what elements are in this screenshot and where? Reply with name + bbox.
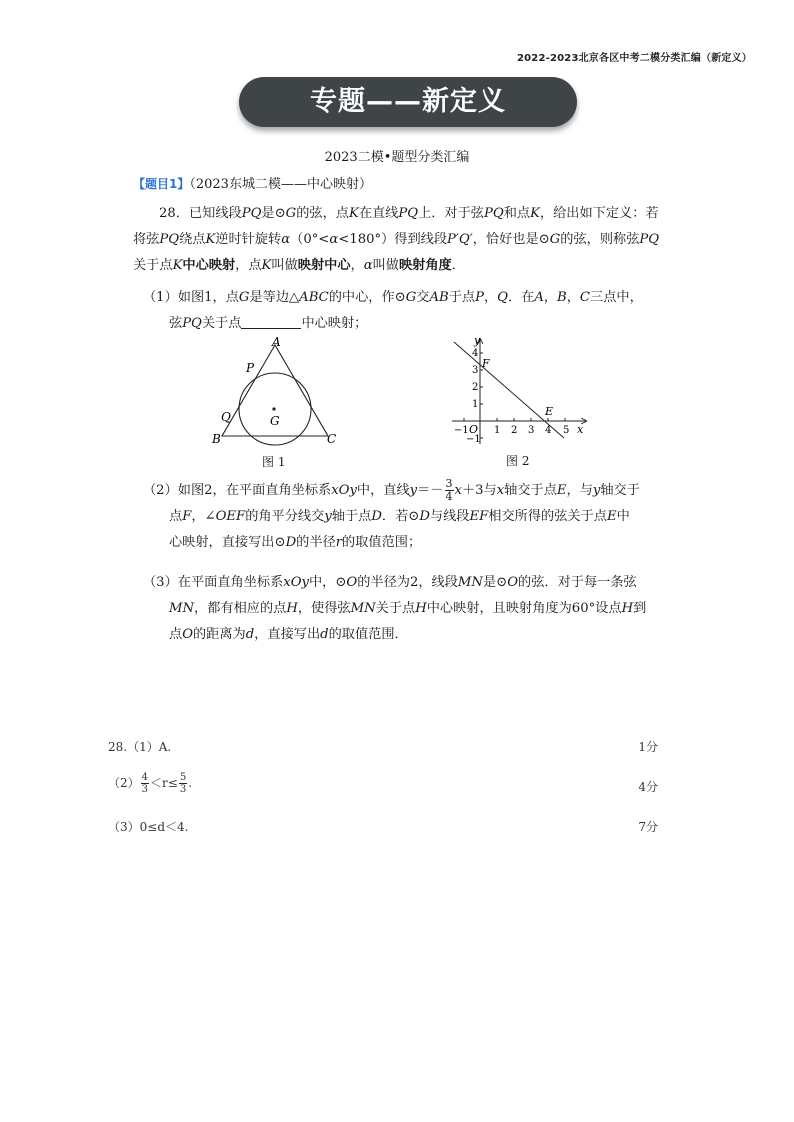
part3-paragraph: （3）在平面直角坐标系xOy中，⊙O的半径为2，线段MN是⊙O的弦．对于每一条弦 MN，都有相应的点H，使得弦MN关于点H中心映射，且映射角度为60°设点H到 点O的距离为d，直接写出d的取值范围． <box>143 575 647 642</box>
series-header: 2022-2023北京各区中考二模分类汇编（新定义） <box>516 53 752 64</box>
label-b: B <box>212 432 221 446</box>
label-q: Q <box>221 410 231 424</box>
x-tick-label: −1 <box>454 425 469 436</box>
part1-paragraph: （1）如图1，点G是等边△ABC的中心，作⊙G交AB于点P，Q．在A，B，C三点中， 弦PQ关于点 中心映射； <box>143 290 643 331</box>
definition-paragraph: 28．已知线段PQ是⊙G的弦，点K在直线PQ上．对于弦PQ和点K，给出如下定义：若 将弦PQ绕点K逆时针旋转α（0°<α<180°）得到线段P′Q′，恰好也是⊙G的弦，则称弦PQ 关于点K中心映射，点K叫做映射中心，α叫做映射角度． <box>133 206 660 273</box>
label-p: P <box>246 361 255 375</box>
y-tick-label: 4 <box>472 348 479 359</box>
x-tick-label: 2 <box>511 425 518 436</box>
figure-1-caption: 图 1 <box>262 455 286 469</box>
y-tick-label: 2 <box>472 382 479 393</box>
figure-2-caption: 图 2 <box>506 454 530 468</box>
label-a: A <box>272 335 281 349</box>
y-axis-label: y <box>474 334 481 347</box>
point-f-label: F <box>482 357 490 370</box>
point-e-label: E <box>545 405 554 418</box>
question-tag: 【题目1】 <box>133 177 190 191</box>
figure-2 <box>446 336 596 448</box>
slope-fraction: $\frac{3}{4}$ <box>445 477 453 503</box>
origin-label: O <box>469 423 479 436</box>
x-tick-label: 5 <box>563 425 570 436</box>
answer-blank <box>241 315 301 329</box>
subtitle: 2023二模•题型分类汇编 <box>324 150 470 165</box>
question-heading <box>133 173 372 192</box>
part2-paragraph: （2）如图2，在平面直角坐标系xOy中，直线y＝－ $\frac{3}{4}$ x＋3与x轴交于点E，与y轴交于 点F，∠OEF的角平分线交y轴于点D．若⊙D与线段EF相交所得的弦关于点E中 心映射，直接写出⊙D的半径r的取值范围； <box>143 477 640 550</box>
answer-row-1: 28.（1）A. 1分 <box>108 740 658 754</box>
x-axis-label: x <box>577 423 584 436</box>
x-tick-label: 1 <box>494 425 501 436</box>
answer-row-3: （3）0≤d＜4. 7分 <box>108 820 658 834</box>
y-tick-label: 1 <box>472 399 479 410</box>
answer-score: 1分 <box>638 740 658 754</box>
x-tick-label: 3 <box>528 425 535 436</box>
label-c: C <box>327 432 337 446</box>
y-tick-label: −1 <box>466 434 481 445</box>
x-tick-label: 4 <box>545 425 552 436</box>
label-g: G <box>270 414 280 428</box>
answer-score: 7分 <box>638 820 658 834</box>
figure-1 <box>200 335 340 450</box>
question-source: （2023东城二模——中心映射） <box>189 177 372 192</box>
answer-score: 4分 <box>638 780 658 794</box>
center-g-point <box>272 407 275 410</box>
answer-row-2: （2） $\frac{4}{3}$ ＜r≤ $\frac{5}{3}$ . 4分 <box>108 772 658 795</box>
topic-banner: 专题——新定义 <box>239 77 577 127</box>
y-tick-label: 3 <box>472 365 479 376</box>
